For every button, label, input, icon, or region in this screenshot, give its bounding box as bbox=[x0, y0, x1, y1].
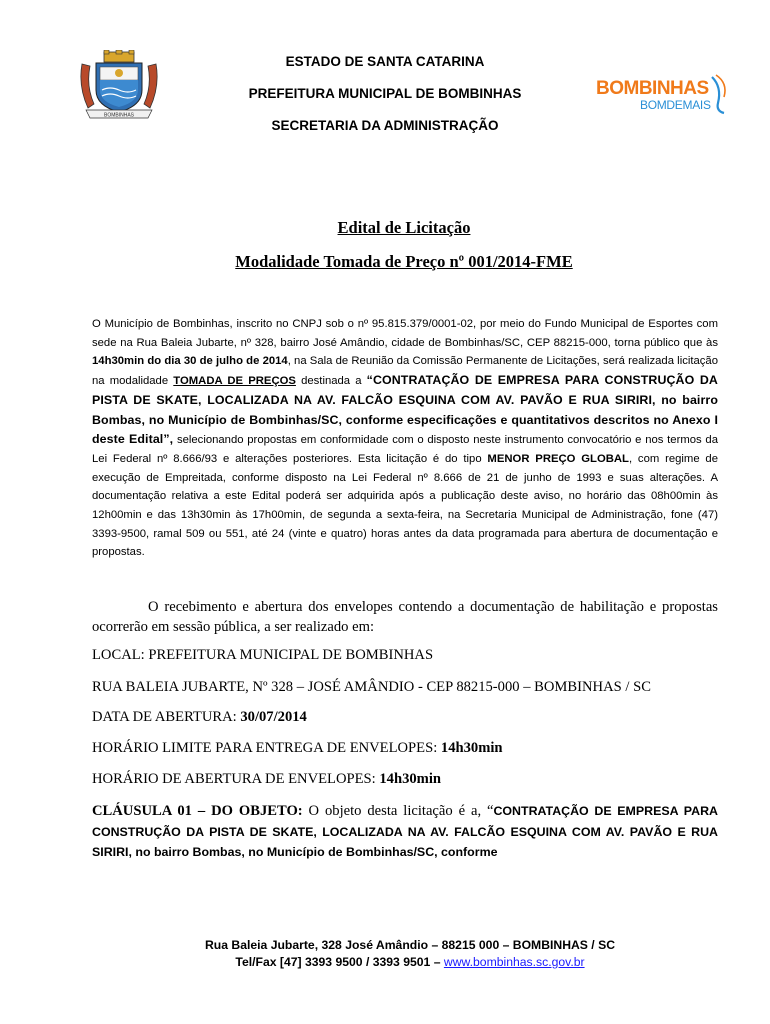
header-prefecture: PREFEITURA MUNICIPAL DE BOMBINHAS bbox=[248, 86, 522, 101]
footer bbox=[0, 937, 770, 971]
crest-ribbon-text: BOMBINHAS bbox=[103, 112, 135, 119]
footer-address: Rua Baleia Jubarte, 328 José Amândio – 88215 000 – BOMBINHAS / SC bbox=[204, 938, 616, 952]
footer-website-link[interactable]: www.bombinhas.sc.gov.br bbox=[443, 955, 585, 969]
detail-opening-time: HORÁRIO DE ABERTURA DE ENVELOPES: 14h30min bbox=[92, 771, 441, 787]
detail-address: RUA BALEIA JUBARTE, Nº 328 – JOSÉ AMÂNDIO - CEP 88215-000 – BOMBINHAS / SC bbox=[92, 679, 651, 695]
footer-contact: Tel/Fax [47] 3393 9500 / 3393 9501 – www.bombinhas.sc.gov.br bbox=[235, 955, 585, 969]
clausula-heading: CLÁUSULA 01 – DO OBJETO: bbox=[92, 803, 303, 819]
intro-paragraph: O Município de Bombinhas, inscrito no CNPJ sob o nº 95.815.379/0001-02, por meio do Fundo Municipal de Esportes com sede na Rua Baleia Jubarte, nº 328, bairro José Amândio, cidade de Bombinhas/SC, CEP 88215-000, torna público que às 14h30min do dia 30 de julho de 2014, na Sala de Reunião da Comissão Permanente de Licitações, será realizada licitação na modalidade TOMADA DE PREÇOS destinada a “CONTRATAÇÃO DE EMPRESA PARA CONSTRUÇÃO DA PISTA DE SKATE, LOCALIZADA NA AV. FALCÃO ESQUINA COM AV. PAVÃO E RUA SIRIRI, no bairro Bombas, no Município de Bombinhas/SC, conforme especificações e quantitativos descritos no Anexo I deste Edital”, selecionando propostas em conformidade com o disposto neste instrumento convocatório e nos termos da Lei Federal nº 8.666/93 e alterações posteriores. Esta licitação é do tipo MENOR PREÇO GLOBAL, com regime de execução de Empreitada, conforme disposto na Lei Federal nº 8.666 de 21 de junho de 1993 e suas alterações. A documentação relativa a este Edital poderá ser adquirida após a publicação deste aviso, no horário das 08h00min às 12h00min e das 13h30min às 17h00min, de segunda a sexta-feira, na Secretaria Municipal de Administração, fone (47) 3393-9500, ramal 509 ou 551, até 24 (vinte e quatro) horas antes da data programada para abertura de documentação e propostas. bbox=[92, 318, 718, 559]
detail-local: LOCAL: PREFEITURA MUNICIPAL DE BOMBINHAS bbox=[92, 647, 434, 663]
edital-title: Edital de Licitação bbox=[337, 218, 471, 237]
detail-date: DATA DE ABERTURA: 30/07/2014 bbox=[92, 709, 307, 725]
clausula-01: CLÁUSULA 01 – DO OBJETO: O objeto desta licitação é a, “CONTRATAÇÃO DE EMPRESA PARA CONSTRUÇÃO DA PISTA DE SKATE, LOCALIZADA NA AV. FALCÃO ESQUINA COM AV. PAVÃO E RUA SIRIRI, no bairro Bombas, no Município de Bombinhas/SC, conforme bbox=[92, 803, 718, 859]
intro-object: “CONTRATAÇÃO DE EMPRESA PARA CONSTRUÇÃO DA PISTA DE SKATE, LOCALIZADA NA AV. FALCÃO ESQUINA COM AV. PAVÃO E RUA SIRIRI, no bairro Bombas, no Município de Bombinhas/SC, conforme especificações e quantitativos descritos no Anexo I deste Edital”, bbox=[92, 373, 718, 447]
header-secretariat: SECRETARIA DA ADMINISTRAÇÃO bbox=[271, 118, 499, 133]
logo-text-sub: BOMDEMAIS bbox=[640, 98, 711, 112]
detail-limit-time: HORÁRIO LIMITE PARA ENTREGA DE ENVELOPES: 14h30min bbox=[92, 740, 503, 756]
header-state: ESTADO DE SANTA CATARINA bbox=[285, 54, 485, 69]
receipt-paragraph: O recebimento e abertura dos envelopes contendo a documentação de habilitação e propostas ocorrerão em sessão pública, a ser realizado em: bbox=[92, 599, 718, 635]
modalidade-title: Modalidade Tomada de Preço nº 001/2014-FME bbox=[235, 252, 573, 271]
logo-text-main: BOMBINHAS bbox=[596, 78, 709, 99]
